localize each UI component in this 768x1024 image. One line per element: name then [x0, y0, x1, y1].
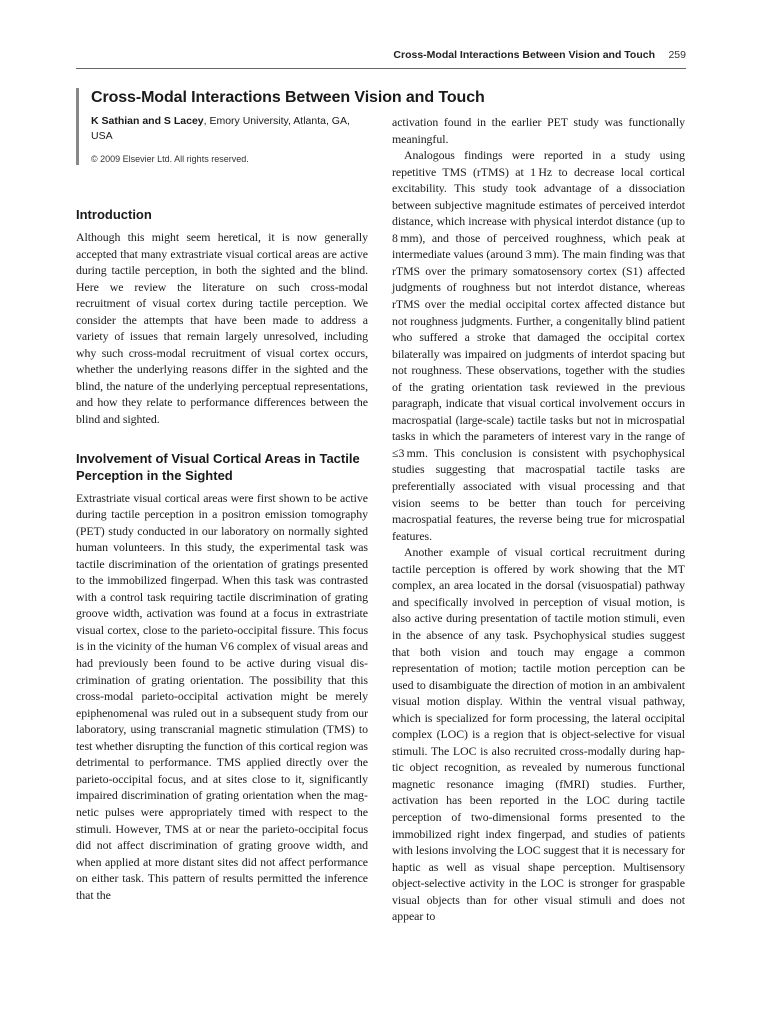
right-column	[392, 114, 685, 925]
involvement-paragraph-1: Extrastriate visual cortical areas were first shown to be active during tactile perception in a positron emission tomography (PET) study conducted in our laboratory on normally sighted human volunteers. In this study, the experimental task was tactile discrimination of the orientation of gratings presented to the immobilized fingerpad. When this task was contrasted with a control task requiring tactile discrimination of grating groove width, activation was found at a focus in extrastriate visual cortex, close to the parieto-occipital fissure. This focus is in the vicinity of the human V6 complex of visual areas and had previously been found to be active during visual discrimination of grating orientation. The possibility that this cross-modal parieto-occipital activation might be merely epiphenomenal was ruled out in a subsequent study from our laboratory, using transcranial magnetic stimulation (TMS) to test whether disrupting the function of this cortical region was detrimental to performance. TMS applied directly over the parieto-occipital focus, and at sites close to it, significantly impaired discrimination of grating orientation when the magnetic pulses were appropriately timed with respect to the stimuli. However, TMS at or near the parieto-occipital focus did not affect discrimination of grating groove width, and when applied at more distant sites did not affect performance on either task. This pattern of results permitted the inference that the	[76, 490, 368, 902]
header-rule	[76, 68, 686, 69]
section-heading-introduction: Introduction	[76, 207, 152, 222]
affiliation: , Emory University, Atlanta, GA, USA	[91, 115, 350, 142]
copyright: © 2009 Elsevier Ltd. All rights reserved.	[91, 154, 249, 164]
page-number: 259	[668, 49, 686, 61]
section-heading-involvement: Involvement of Visual Cortical Areas in Tactile Perception in the Sighted	[76, 450, 360, 483]
running-head: Cross-Modal Interactions Between Vision and Touch	[393, 49, 655, 61]
author-line	[91, 114, 368, 144]
involvement-paragraph-1-continued: activation found in the earlier PET study was functionally meaningful.	[392, 115, 685, 146]
left-column	[76, 88, 485, 903]
introduction-paragraph: Although this might seem heretical, it is now generally accepted that many extrastriate visual cortical areas are active during tactile perception, in both the sighted and the blind. Here we review the literature on such cross-modal recruitment of visual cortex during tactile perception. We consider the attempts that have been made to address a variety of issues that remain largely unresolved, including why such cross-modal recruitment of visual cortex occurs, whether the underlying reasons differ in the sighted and the blind, the nature of the underlying perceptual representations, and how they relate to performance differences between the blind and sighted.	[76, 230, 368, 427]
authors: K Sathian and S Lacey	[91, 115, 204, 127]
involvement-paragraph-2: Analogous findings were reported in a study using repetitive TMS (rTMS) at 1 Hz to decrease local cortical excitability. This study took advantage of a dissociation between subjective magnitude estimates of perceived interdot distance, which increase with physical interdot distance (up to 8 mm), and those of perceived roughness, which peak at intermediate values (around 3 mm). The main finding was that rTMS over the primary somatosensory cortex (S1) affected judgments of roughness but not interdot distance, whereas rTMS over the medial occipital cortex affected distance but not roughness judgments. Further, a congenitally blind patient who suffered a stroke that damaged the occipital cortex bilaterally was impaired on judgments of interdot spacing but not roughness. These observations, together with the studies of the grating orientation task reviewed in the previous paragraph, indicate that visual cortical involvement occurs in macrospatial (large-scale) tactile tasks but not in microspatial tasks in which the parameters of interest vary in the range of ≤3 mm. This conclusion is consistent with psychophysical studies suggesting that macrospatial tactile tasks are preferentially associated with visual processing and that vision seems to be better than touch for perceiving macrospatial features, the reverse being true for microspatial features.	[392, 148, 685, 543]
article-title: Cross-Modal Interactions Between Vision and Touch	[91, 89, 485, 106]
title-block	[76, 88, 485, 165]
involvement-paragraph-3: Another example of visual cortical recruitment during tactile perception is offered by work showing that the MT complex, an area located in the dorsal (visuospatial) pathway and specifically involved in perception of visual motion, is also active during presentation of tactile motion stimuli, even in the absence of any task. Psychophysical studies suggest that both vision and touch may engage a common representation of motion; tactile motion perception can be used to disambiguate the direction of motion in an ambivalent visual motion display. Within the ventral visual pathway, which is specialized for form processing, the lateral occipital complex (LOC) is a region that is object-selective for visual stimuli. The LOC is also recruited cross-modally during haptic object recognition, as revealed by numerous functional magnetic resonance imaging (fMRI) studies. Further, activation has been reported in the LOC during tactile perception of two-dimensional forms presented to the immobilized right index fingerpad, and studies of patients with lesions involving the LOC suggest that it is necessary for haptic as well as visual shape perception. Multisensory object-selective activity in the LOC is stronger for graspable visual objects than for other visual stimuli and does not appear to	[392, 545, 685, 924]
